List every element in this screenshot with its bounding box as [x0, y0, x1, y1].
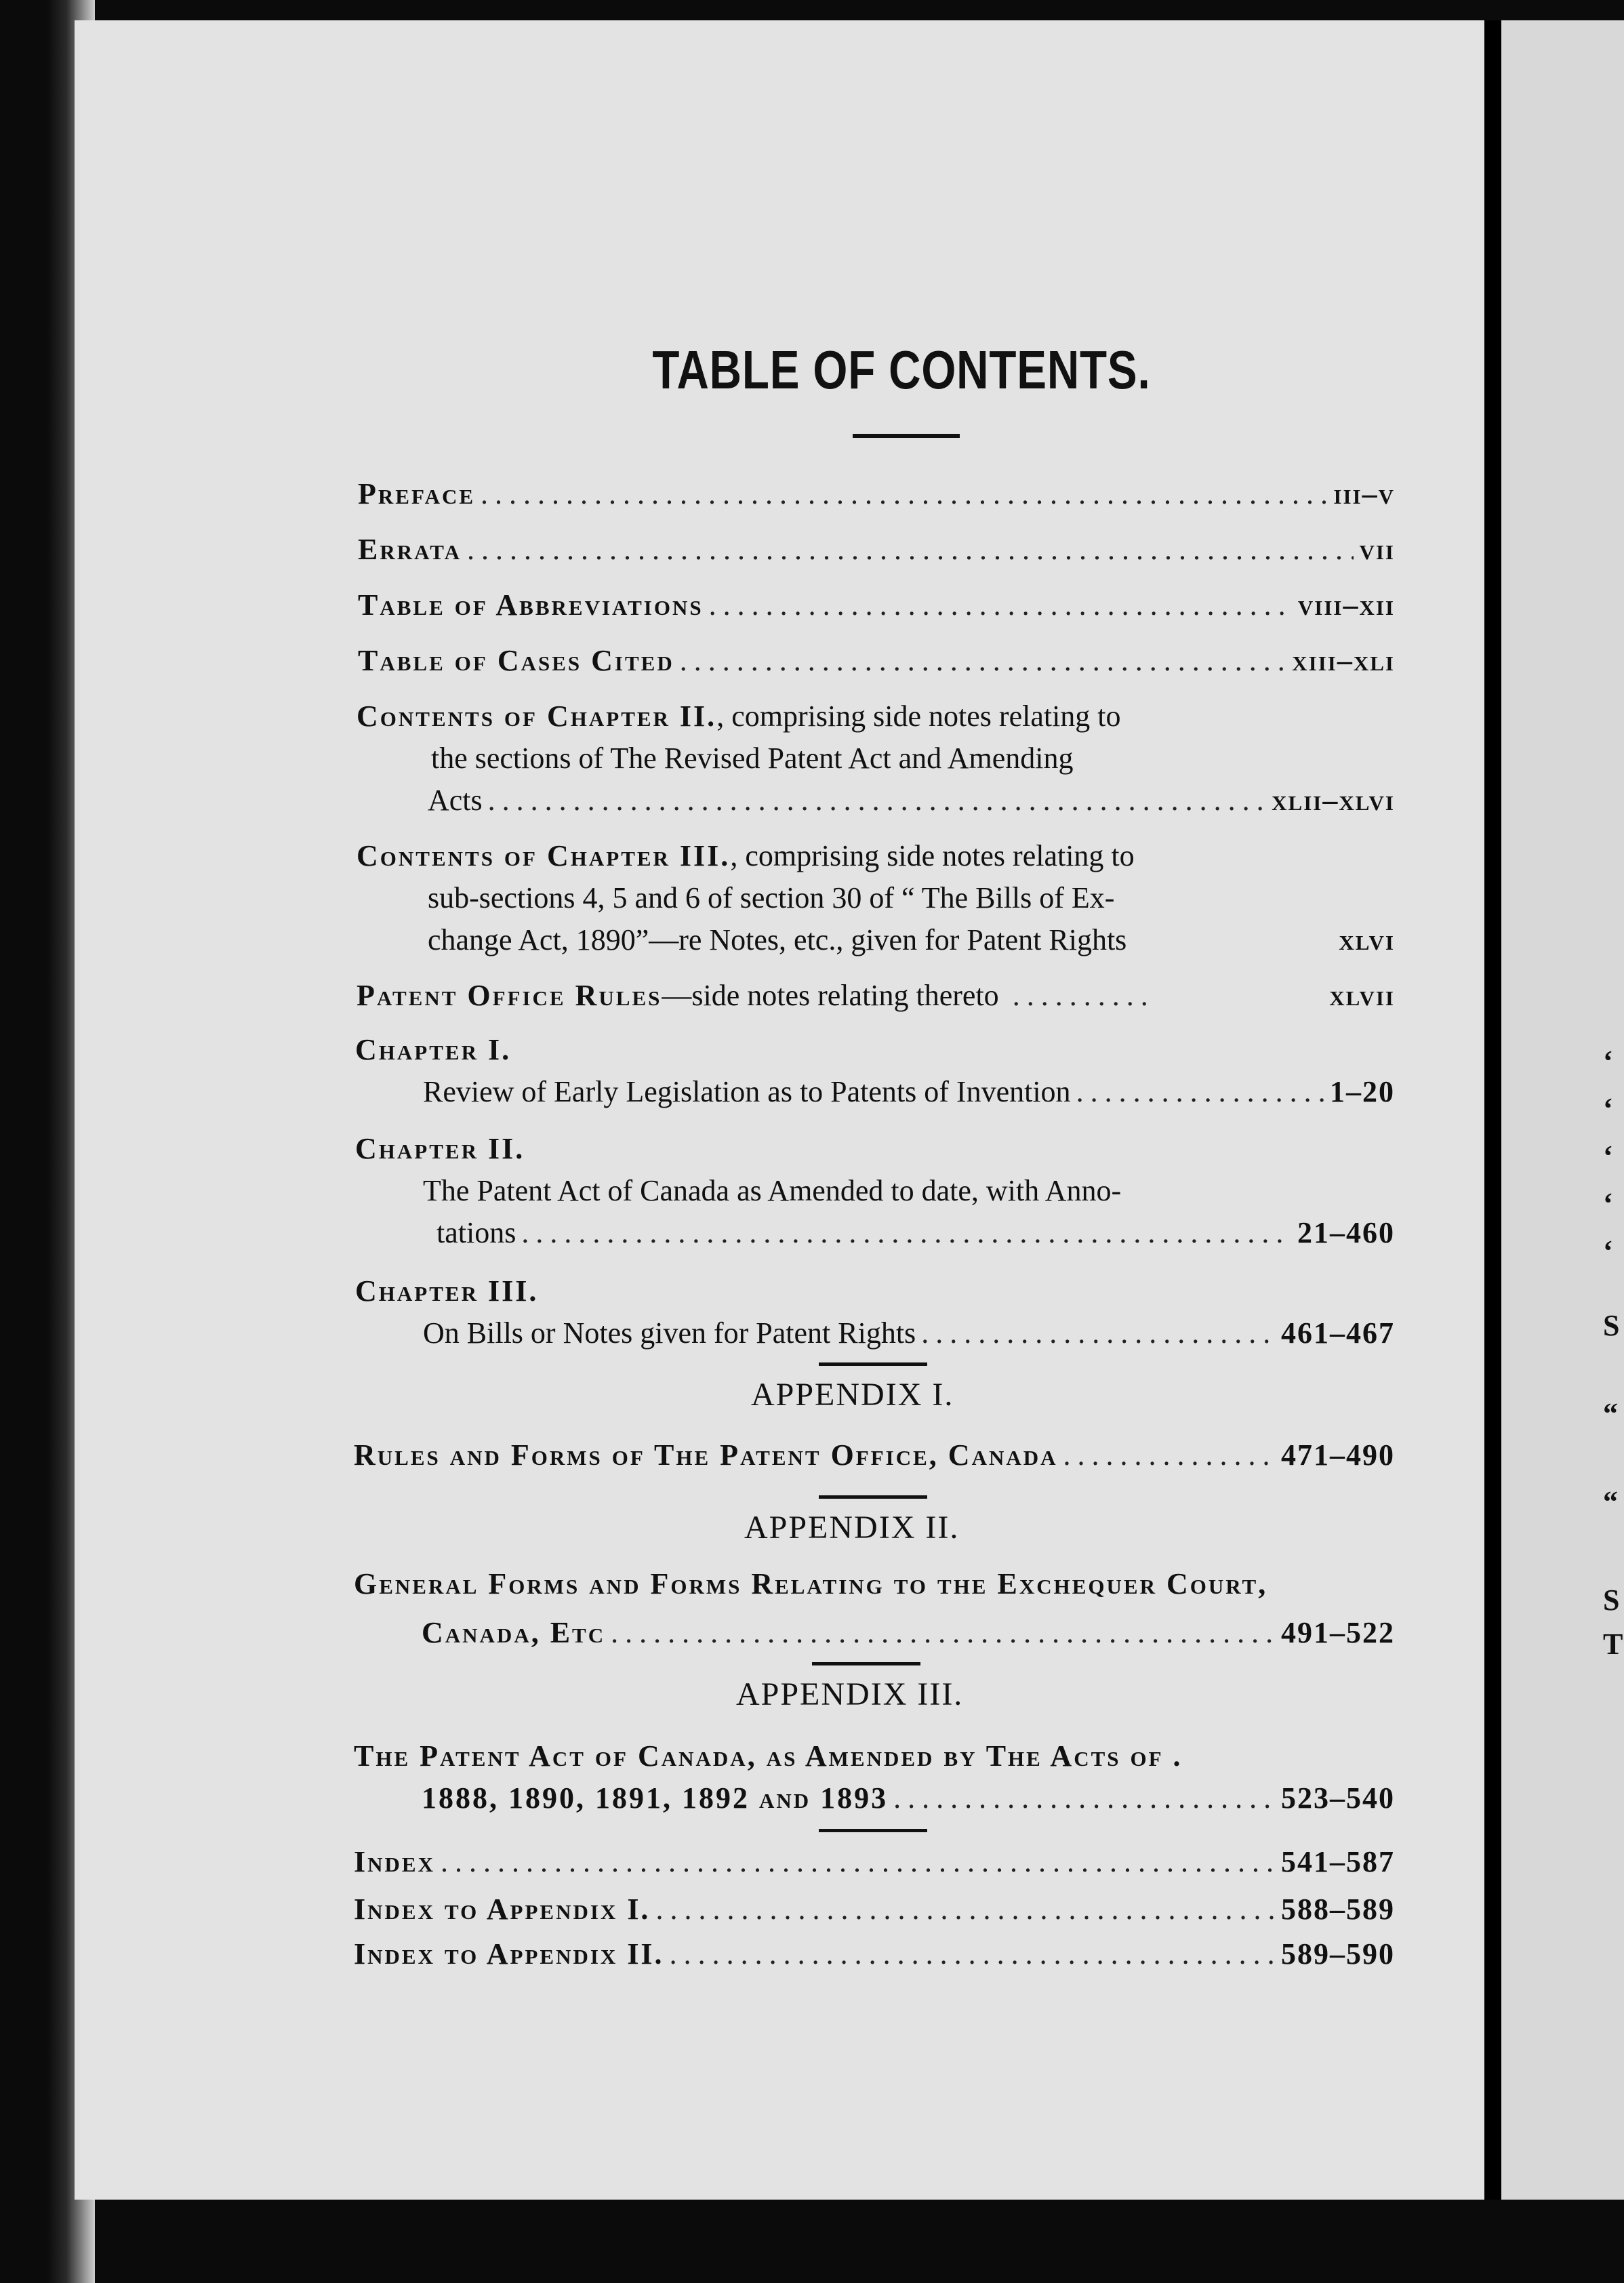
toc-entry-preface [358, 473, 1395, 515]
next-page-fragment: “ [1603, 1485, 1618, 1518]
leader-dots [467, 529, 1354, 571]
entry-text: The Patent Act of Canada as Amended to date, with Anno- [423, 1174, 1122, 1207]
entry-pages: xiii–xli [1292, 644, 1395, 677]
leader-dots [481, 473, 1328, 515]
entry-text: Acts [428, 784, 483, 817]
toc-entry-contents-chapter-ii [357, 695, 1395, 822]
toc-entry-patent-office-rules [357, 975, 1395, 1017]
leader-dots [680, 640, 1287, 682]
entry-pages: 491–522 [1281, 1616, 1395, 1649]
entry-text: , comprising side notes relating to [716, 700, 1121, 733]
entry-pages: 461–467 [1281, 1316, 1395, 1350]
appendix-heading: APPENDIX I. [751, 1377, 954, 1413]
leader-dots [921, 1312, 1276, 1354]
entry-title: Rules and Forms of The Patent Office, Canada [354, 1438, 1058, 1472]
section-rule [812, 1662, 920, 1665]
leader-dots [709, 584, 1293, 626]
section-rule [819, 1362, 927, 1366]
toc-entry-chapter-ii [355, 1128, 1395, 1254]
section-rule [819, 1829, 927, 1832]
entry-pages: xlvi [1339, 923, 1395, 956]
entry-title: Index to Appendix I. [354, 1893, 651, 1926]
toc-entry-chapter-iii [355, 1270, 1395, 1354]
toc-entry-appendix-ii [354, 1563, 1395, 1654]
page-gutter [1484, 20, 1501, 2200]
next-page-fragment: S [1603, 1583, 1620, 1617]
next-page-fragment: ‘ [1603, 1045, 1613, 1078]
next-page-fragment: ‘ [1603, 1187, 1613, 1220]
leader-dots [1063, 1434, 1276, 1476]
next-page-fragment: “ [1603, 1397, 1618, 1430]
toc-entry-index [354, 1841, 1395, 1883]
next-page-fragment: ‘ [1603, 1139, 1613, 1173]
entry-pages: 588–589 [1281, 1893, 1395, 1926]
title-rule [853, 434, 960, 438]
entry-text: On Bills or Notes given for Patent Rights [423, 1316, 916, 1350]
entry-pages: 1–20 [1330, 1075, 1395, 1108]
entry-title: Index to Appendix II. [354, 1937, 664, 1971]
leader-dots [521, 1212, 1292, 1254]
toc-entry-appendix-iii [354, 1735, 1395, 1819]
entry-title: General Forms and Forms Relating to the Exchequer Court, [354, 1567, 1268, 1600]
leader-dots [893, 1777, 1276, 1819]
leader-dots [670, 1933, 1276, 1975]
leader-dots [1076, 1071, 1324, 1113]
toc-entry-cases-cited [358, 640, 1395, 682]
appendix-heading: APPENDIX II. [744, 1510, 960, 1545]
entry-title: Chapter III. [355, 1274, 539, 1308]
leader-dots [611, 1612, 1276, 1654]
entry-pages: xlvii [1329, 979, 1395, 1012]
entry-title: Table of Cases Cited [358, 644, 674, 677]
entry-title: Table of Abbreviations [358, 588, 704, 622]
entry-title: Errata [358, 533, 462, 566]
entry-text: the sections of The Revised Patent Act and Amending [431, 742, 1074, 775]
toc-entry-chapter-i [355, 1029, 1395, 1113]
entry-title: The Patent Act of Canada, as Amended by The Acts of . [354, 1739, 1183, 1773]
entry-text: change Act, 1890”—re Notes, etc., given for Patent Rights [428, 923, 1127, 956]
toc-entry-index-appendix-ii [354, 1933, 1395, 1975]
entry-text: Review of Early Legislation as to Patents of Invention [423, 1075, 1071, 1108]
entry-pages: vii [1359, 533, 1395, 566]
toc-entry-contents-chapter-iii [357, 835, 1395, 961]
entry-pages: 589–590 [1281, 1937, 1395, 1971]
next-page-fragment: ‘ [1603, 1092, 1613, 1125]
toc-entry-index-appendix-i [354, 1888, 1395, 1931]
entry-text: , comprising side notes relating to [730, 839, 1135, 872]
entry-pages: xlii–xlvi [1272, 784, 1395, 817]
entry-title: Preface [358, 477, 476, 510]
entry-pages: 471–490 [1281, 1438, 1395, 1472]
entry-title: Chapter I. [355, 1033, 512, 1066]
leader-dots [655, 1888, 1276, 1931]
entry-title: Index [354, 1845, 435, 1878]
next-page-fragment: ‘ [1603, 1234, 1613, 1268]
entry-pages: 541–587 [1281, 1845, 1395, 1878]
next-page-fragment: T [1603, 1628, 1623, 1661]
appendix-heading: APPENDIX III. [736, 1676, 964, 1712]
entry-pages: iii–v [1333, 477, 1395, 510]
toc-entry-appendix-i [354, 1434, 1395, 1476]
section-rule [819, 1495, 927, 1499]
entry-title: Patent Office Rules [357, 979, 662, 1012]
entry-text: —side notes relating thereto [662, 979, 999, 1012]
entry-text: tations [437, 1216, 516, 1249]
toc-entry-abbreviations [358, 584, 1395, 626]
leader-dots [488, 780, 1266, 822]
entry-title: Chapter II. [355, 1132, 525, 1165]
entry-title: Contents of Chapter II. [357, 700, 717, 733]
entry-pages: viii–xii [1297, 588, 1395, 622]
toc-entry-errata [358, 529, 1395, 571]
leader-dots [1013, 975, 1148, 1017]
entry-title: Canada, Etc [422, 1616, 606, 1649]
entry-pages: 21–460 [1297, 1216, 1395, 1249]
page-title: TABLE OF CONTENTS. [652, 340, 1151, 400]
next-page-fragment: S [1603, 1309, 1620, 1342]
adjacent-page-edge [1501, 20, 1624, 2200]
entry-text: sub-sections 4, 5 and 6 of section 30 of “ The Bills of Ex- [428, 881, 1115, 914]
entry-title: Contents of Chapter III. [357, 839, 731, 872]
entry-pages: 523–540 [1281, 1781, 1395, 1815]
leader-dots [441, 1841, 1276, 1883]
entry-title: 1888, 1890, 1891, 1892 and 1893 [422, 1781, 889, 1815]
